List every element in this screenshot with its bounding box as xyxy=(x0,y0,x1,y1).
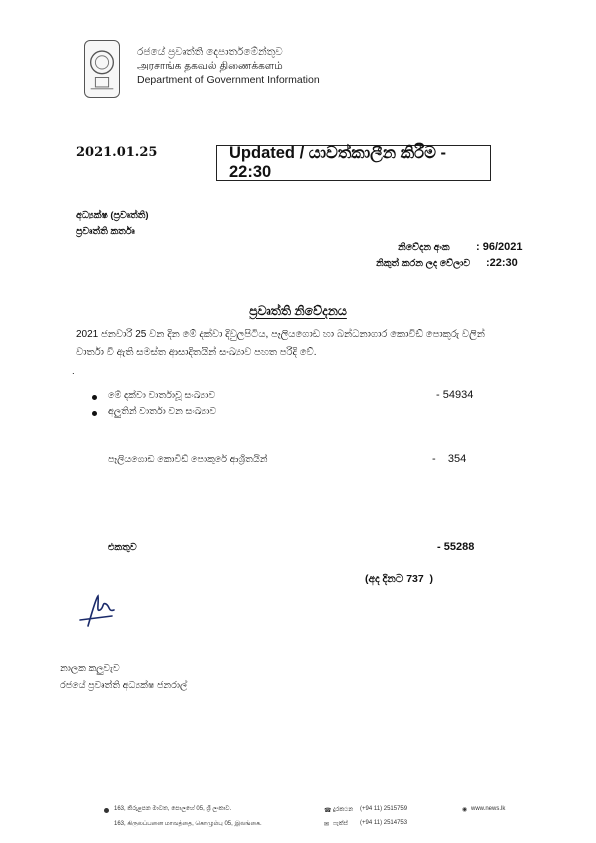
sub-item-label: පෑලියගොඩ කොවිඩ් පොකුරේ ආශ්‍රිතයින් xyxy=(108,454,268,465)
footer-address-tamil: 163, கிருலப்பனை மாவத்தை, கொழும்பு 05, இலங்கை. xyxy=(114,821,262,827)
bullet-icon xyxy=(92,395,97,400)
total-value: - 55288 xyxy=(437,541,475,553)
intro-line-1: 2021 ජනවාරි 25 වන දින මේ දක්වා දිවුලපිටිය, පෑලියගොඩ හා බන්ධනාගාර කොවිඩ් පොකුරු වලින් xyxy=(76,329,485,340)
recipient-2: ප්‍රවෘත්ති කර්තෘ xyxy=(76,226,135,237)
recipient-1: අධ්‍යක්ෂ (ප්‍රවෘත්ති) xyxy=(76,210,149,221)
item-1-value: - 54934 xyxy=(436,389,474,401)
bullet-icon xyxy=(92,411,97,416)
updated-banner xyxy=(216,145,491,181)
signatory-title: රජයේ ප්‍රවෘත්ති අධ්‍යක්ෂ ජනරාල් xyxy=(60,680,188,691)
government-emblem-logo xyxy=(84,40,120,98)
notice-title-text: ප්‍රවෘත්ති නිවේදනය xyxy=(249,304,347,318)
item-1-label: මේ දක්වා වාර්තාවූ සංඛ්‍යාව xyxy=(108,390,216,401)
dept-name-english: Department of Government Information xyxy=(137,74,320,86)
footer-address-sinhala: 163, කිරුළපන මාවත, පොලහේ 05, ශ්‍රී ලංකාව. xyxy=(114,806,232,812)
website-icon: ◉ xyxy=(462,807,468,813)
footer-website: www.news.lk xyxy=(471,806,506,812)
sub-item-value: - 354 xyxy=(432,453,467,465)
notice-title xyxy=(0,304,596,319)
signatory-name: නාලක කලුවැව xyxy=(60,663,120,674)
release-no-label: නිවේදන අංක xyxy=(398,242,450,253)
footer-fax-label: ෆැක්ස් xyxy=(333,821,348,827)
item-2-label: අලුතින් වාර්තා වන සංඛ්‍යාව xyxy=(108,406,217,417)
dept-name-tamil: அரசாங்க தகவல் திணைக்களம் xyxy=(137,60,283,72)
dept-name-sinhala: රජයේ ප්‍රවෘත්ති දෙපාර්තමේන්තුව xyxy=(137,46,283,58)
location-icon xyxy=(104,808,109,813)
issue-time-label: නිකුත් කරන ලද වේලාව xyxy=(376,258,471,269)
issue-time-value: :22:30 xyxy=(486,257,518,269)
footer-phone-2: (+94 11) 2514753 xyxy=(360,820,408,826)
stray-mark: . xyxy=(72,366,75,377)
footer-phone-label: දුරකථන xyxy=(333,807,354,813)
today-note: (අද දිනට 737 ) xyxy=(365,573,434,585)
release-date: 2021.01.25 xyxy=(76,145,158,160)
fax-icon: ✉ xyxy=(324,822,330,828)
phone-icon: ☎ xyxy=(324,808,332,814)
total-label: එකතුව xyxy=(108,542,137,553)
release-no-value: : 96/2021 xyxy=(476,241,523,253)
updated-banner-text: Updated / යාවත්කාලීන කිරීම - 22:30 xyxy=(229,144,447,181)
footer-phone-1: (+94 11) 2515759 xyxy=(360,806,408,812)
signature-image xyxy=(78,590,128,630)
intro-line-2: වාර්තා වී ඇති සමස්ත ආසාදිතයින් සංඛ්‍යාව පහත පරිදි වේ. xyxy=(76,347,317,358)
